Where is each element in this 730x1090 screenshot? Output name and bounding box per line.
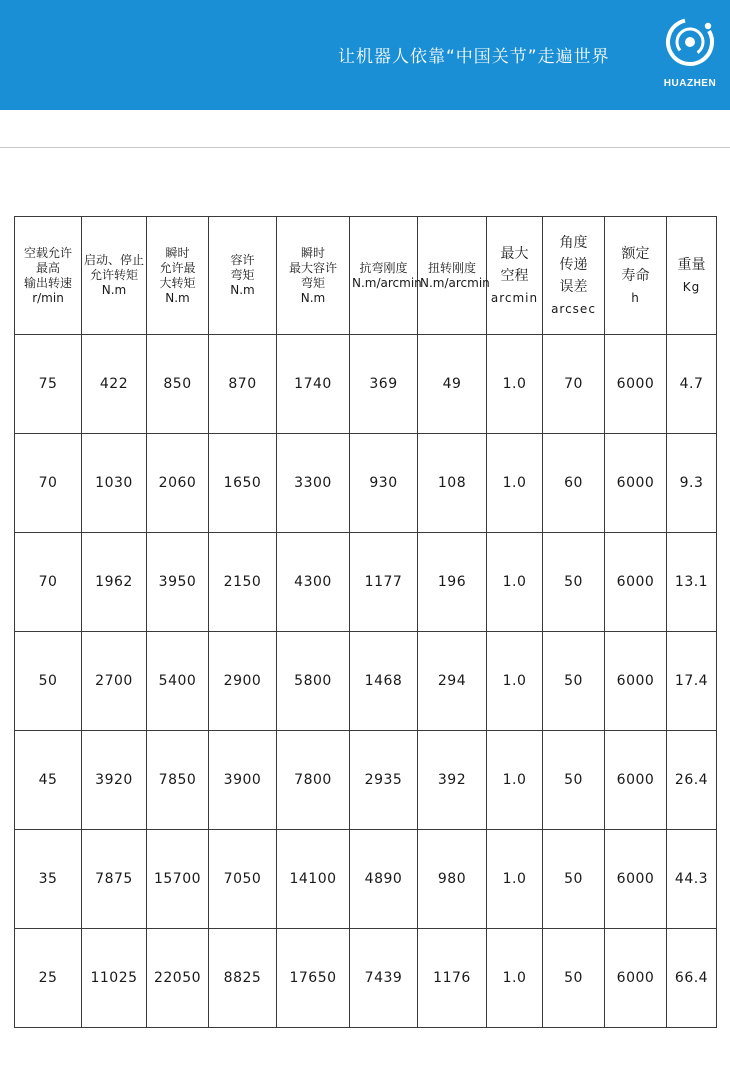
column-header-line: 弯矩 xyxy=(300,275,325,290)
column-header-line: 传递 xyxy=(559,256,588,273)
column-header xyxy=(605,217,667,335)
table-cell: 1.0 xyxy=(487,731,543,830)
column-header-line: N.m/arcmin xyxy=(420,275,490,290)
table-cell: 49 xyxy=(418,335,487,434)
table-cell: 2700 xyxy=(82,632,147,731)
table-cell: 1030 xyxy=(82,434,147,533)
table-header-row xyxy=(15,217,717,335)
table-row xyxy=(15,830,717,929)
table-cell: 1.0 xyxy=(487,929,543,1028)
column-header-line: 扭转刚度 xyxy=(427,260,476,275)
table-cell: 50 xyxy=(543,929,605,1028)
table-cell: 11025 xyxy=(82,929,147,1028)
table-cell: 13.1 xyxy=(667,533,717,632)
table-cell: 50 xyxy=(543,830,605,929)
column-header-line: arcsec xyxy=(551,301,596,316)
table-cell: 22050 xyxy=(147,929,209,1028)
table-cell: 50 xyxy=(543,533,605,632)
column-header-line: 空载允许 xyxy=(23,245,72,260)
table-row xyxy=(15,929,717,1028)
table-cell: 6000 xyxy=(605,434,667,533)
column-header-line: 输出转速 xyxy=(23,275,72,290)
table-cell: 17.4 xyxy=(667,632,717,731)
table-cell: 196 xyxy=(418,533,487,632)
table-cell: 7875 xyxy=(82,830,147,929)
column-header-line: 最大 xyxy=(500,245,529,262)
column-header-line: 瞬时 xyxy=(300,245,325,260)
table-cell: 1176 xyxy=(418,929,487,1028)
table-cell: 4300 xyxy=(277,533,350,632)
column-header-line: 额定 xyxy=(621,245,650,262)
table-cell: 7050 xyxy=(209,830,277,929)
column-header-line: 重量 xyxy=(677,256,706,273)
table-row xyxy=(15,533,717,632)
slogan-text: 让机器人依靠“中国关节”走遍世界 xyxy=(338,47,610,67)
table-cell: 5400 xyxy=(147,632,209,731)
column-header-line: Kg xyxy=(682,279,701,294)
table-cell: 1.0 xyxy=(487,632,543,731)
column-header xyxy=(350,217,422,335)
table-cell: 1.0 xyxy=(487,434,543,533)
table-cell: 3900 xyxy=(209,731,277,830)
table-cell: 45 xyxy=(15,731,82,830)
table-cell: 50 xyxy=(543,731,605,830)
table-cell: 870 xyxy=(209,335,277,434)
table-cell: 5800 xyxy=(277,632,350,731)
table-cell: 8825 xyxy=(209,929,277,1028)
table-cell: 1.0 xyxy=(487,830,543,929)
table-cell: 75 xyxy=(15,335,82,434)
column-header-line: N.m xyxy=(101,283,127,297)
table-cell: 1650 xyxy=(209,434,277,533)
table-cell: 70 xyxy=(15,434,82,533)
column-header-line: N.m xyxy=(300,290,326,305)
table-cell: 50 xyxy=(543,632,605,731)
table-cell: 4.7 xyxy=(667,335,717,434)
table-cell: 422 xyxy=(82,335,147,434)
table-cell: 15700 xyxy=(147,830,209,929)
table-cell: 6000 xyxy=(605,830,667,929)
column-header-line: 启动、停止 xyxy=(84,253,145,267)
table-cell: 3950 xyxy=(147,533,209,632)
column-header-line: 空程 xyxy=(500,267,529,284)
table-cell: 14100 xyxy=(277,830,350,929)
column-header xyxy=(15,217,82,335)
table-cell: 6000 xyxy=(605,335,667,434)
table-cell: 26.4 xyxy=(667,731,717,830)
table-body xyxy=(15,335,717,1028)
brand-logo-text: HUAZHEN xyxy=(663,78,717,89)
table-cell: 6000 xyxy=(605,929,667,1028)
table-cell: 25 xyxy=(15,929,82,1028)
table-cell: 1.0 xyxy=(487,533,543,632)
table-cell: 6000 xyxy=(605,533,667,632)
header-divider xyxy=(0,147,730,148)
circular-joint-logo-icon xyxy=(664,16,716,68)
column-header-line: 寿命 xyxy=(621,267,650,284)
column-header xyxy=(147,217,209,335)
column-header-line: 误差 xyxy=(559,278,588,295)
column-header-line: 角度 xyxy=(559,234,588,251)
column-header-line: 大转矩 xyxy=(159,275,196,290)
column-header-line: arcmin xyxy=(490,290,539,305)
table-cell: 2935 xyxy=(350,731,418,830)
column-header-line: 抗弯刚度 xyxy=(359,260,408,275)
table-cell: 1468 xyxy=(350,632,418,731)
column-header-line: 最大容许 xyxy=(288,260,337,275)
table-cell: 70 xyxy=(15,533,82,632)
table-cell: 369 xyxy=(350,335,418,434)
column-header-line: r/min xyxy=(32,290,64,305)
table-cell: 6000 xyxy=(605,731,667,830)
table-cell: 2060 xyxy=(147,434,209,533)
table-cell: 17650 xyxy=(277,929,350,1028)
table-cell: 7439 xyxy=(350,929,418,1028)
column-header-line: h xyxy=(631,290,640,305)
table-cell: 6000 xyxy=(605,632,667,731)
table-cell: 294 xyxy=(418,632,487,731)
table-row xyxy=(15,434,717,533)
table-cell: 70 xyxy=(543,335,605,434)
table-cell: 3300 xyxy=(277,434,350,533)
table-cell: 4890 xyxy=(350,830,418,929)
table-cell: 7850 xyxy=(147,731,209,830)
column-header-line: N.m xyxy=(165,290,190,305)
table-cell: 3920 xyxy=(82,731,147,830)
table-cell: 44.3 xyxy=(667,830,717,929)
column-header xyxy=(82,217,147,335)
table-cell: 1177 xyxy=(350,533,418,632)
column-header-line: 允许转矩 xyxy=(89,268,138,282)
column-header-line: N.m/arcmin xyxy=(352,275,422,290)
table-cell: 1962 xyxy=(82,533,147,632)
column-header xyxy=(543,217,605,335)
column-header-line: 容许 xyxy=(230,253,255,267)
column-header-line: N.m xyxy=(230,283,255,297)
table-cell: 1740 xyxy=(277,335,350,434)
column-header-line: 最高 xyxy=(35,260,60,275)
table-cell: 9.3 xyxy=(667,434,717,533)
table-cell: 392 xyxy=(418,731,487,830)
column-header xyxy=(277,217,350,335)
table-cell: 66.4 xyxy=(667,929,717,1028)
column-header-line: 弯矩 xyxy=(230,268,255,282)
table-cell: 1.0 xyxy=(487,335,543,434)
column-header xyxy=(487,217,543,335)
spec-table xyxy=(14,216,717,1028)
column-header-line: 允许最 xyxy=(159,260,196,275)
table-cell: 2900 xyxy=(209,632,277,731)
table-cell: 850 xyxy=(147,335,209,434)
table-cell: 7800 xyxy=(277,731,350,830)
table-cell: 50 xyxy=(15,632,82,731)
column-header-line: 瞬时 xyxy=(165,245,190,260)
table-cell: 60 xyxy=(543,434,605,533)
table-row xyxy=(15,731,717,830)
header-banner xyxy=(0,0,730,110)
column-header xyxy=(209,217,277,335)
table-cell: 35 xyxy=(15,830,82,929)
table-row xyxy=(15,335,717,434)
column-header xyxy=(418,217,490,335)
table-cell: 2150 xyxy=(209,533,277,632)
table-cell: 108 xyxy=(418,434,487,533)
table-row xyxy=(15,632,717,731)
table-cell: 930 xyxy=(350,434,418,533)
table-cell: 980 xyxy=(418,830,487,929)
column-header xyxy=(667,217,717,335)
